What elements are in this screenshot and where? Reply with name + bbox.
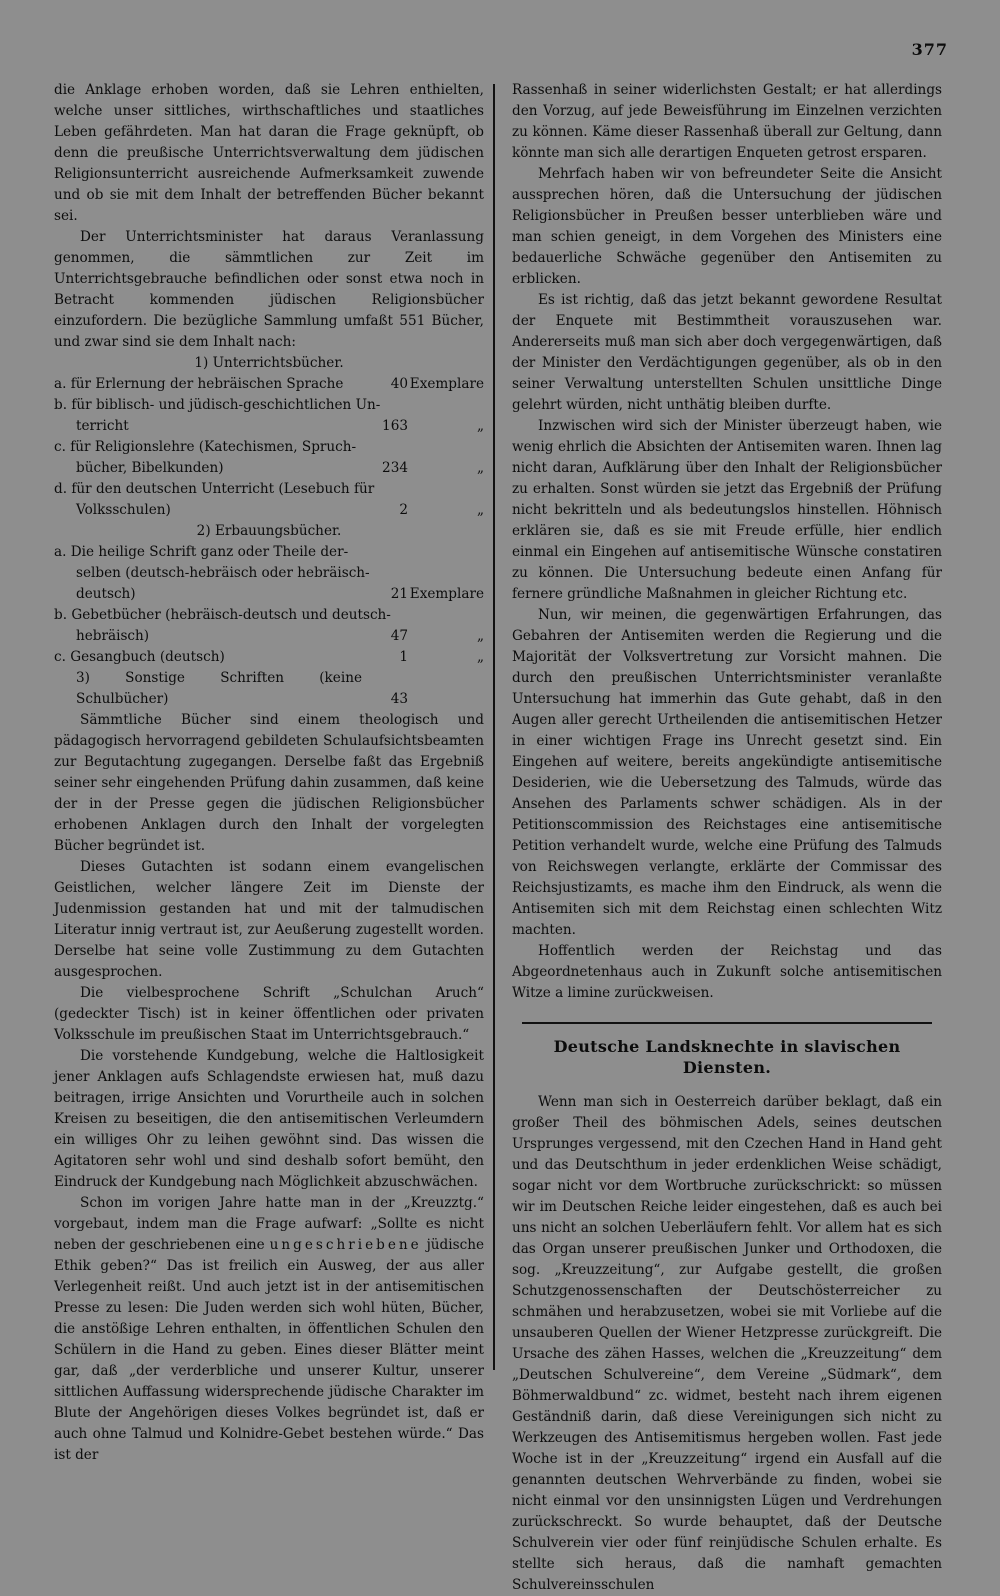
item-quantity: 1 — [399, 649, 408, 665]
list-heading: 2) Erbauungsbücher. — [196, 523, 342, 539]
item-unit: Exemplare — [409, 376, 484, 392]
item-unit: Exemplare — [409, 586, 484, 602]
article-heading: Deutsche Landsknechte in slavischen Diensten. — [553, 1037, 901, 1077]
item-label: deutsch) — [76, 586, 136, 602]
item-quantity: 43 — [390, 691, 408, 707]
paragraph: Die vielbesprochene Schrift „Schulchan Aruch“ (gedeckter Tisch) ist in keiner öffentlichen oder privaten Volksschule im preußischen Staat im Unterrichtsgebrauch.“ — [54, 985, 484, 1043]
paragraph — [54, 1193, 484, 1466]
paragraph: Der Unterrichtsminister hat daraus Veranlassung genommen, die sämmtlichen zur Zeit im Unterrichtsgebrauche befindlichen oder sonst etwa noch in Betracht kommenden jüdischen Religionsbücher einzufordern. Die bezügliche Sammlung umfaßt 551 Bücher, und zwar sind sie dem Inhalt nach: — [54, 229, 484, 350]
item-ditto: „ — [476, 460, 484, 476]
list-item-text: b. für biblisch- und jüdisch-geschichtlichen Un- — [54, 397, 381, 413]
item-ditto: „ — [476, 628, 484, 644]
page-number: 377 — [911, 40, 948, 59]
item-label: Volksschulen) — [76, 502, 171, 518]
paragraph: Nun, wir meinen, die gegenwärtigen Erfahrungen, das Gebahren der Antisemiten werden die Regierung und die Majorität der Volksvertretung zur Vorsicht mahnen. Die durch den preußischen Unterrichtsminister veranlaßte Untersuchung hat immerhin das Gute gehabt, daß in den Augen aller gerecht Urtheilenden die antisemitischen Hetzer in einer wichtigen Frage ins Unrecht gesetzt sind. Ein Eingehen auf weitere, bereits angekündigte antisemitische Desiderien, wie die Uebersetzung des Talmuds, würde das Ansehen des Parlaments schwer schädigen. Als in der Petitionscommission des Reichstages eine antisemitische Petition verhandelt wurde, welche eine Prüfung des Talmuds von Reichswegen verlangte, erklärte der Commissar des Reichsjustizamts, es mache ihm den Eindruck, als wenn die Antisemiten sich mit dem Reichstag einen schlechten Witz machten. — [512, 607, 942, 938]
list-item — [54, 500, 484, 521]
list-item — [54, 668, 484, 710]
item-label: a. für Erlernung der hebräischen Sprache — [54, 376, 344, 392]
list-item — [54, 647, 484, 668]
item-label: bücher, Bibelkunden) — [76, 460, 224, 476]
paragraph: Die vorstehende Kundgebung, welche die Haltlosigkeit jener Anklagen aufs Schlagendste erwiesen hat, muß dazu beitragen, irrige Ansichten und Vorurtheile auch in solchen Kreisen zu beseitigen, die den antisemitischen Verleumdern ein williges Ohr zu leihen gewöhnt sind. Das wissen die Agitatoren sehr wohl und sind deshalb sofort bemüht, den Eindruck der Kundgebung nach Möglichkeit abzuschwächen. — [54, 1048, 484, 1190]
item-ditto: „ — [476, 418, 484, 434]
item-label: 3) Sonstige Schriften (keine Schulbücher) — [76, 670, 362, 707]
paragraph: Rassenhaß in seiner widerlichsten Gestalt; er hat allerdings den Vorzug, auf jede Beweisführung im Einzelnen verzichten zu können. Käme dieser Rassenhaß überall zur Geltung, dann könnte man sich alle derartigen Enqueten getrost ersparen. — [512, 82, 942, 161]
list-item-text: b. Gebetbücher (hebräisch-deutsch und deutsch- — [54, 607, 391, 623]
section-divider — [522, 1022, 932, 1024]
paragraph: Hoffentlich werden der Reichstag und das Abgeordnetenhaus auch in Zukunft solche antisemitischen Witze a limine zurückweisen. — [512, 943, 942, 1001]
item-ditto: „ — [476, 502, 484, 518]
list-item — [54, 584, 484, 605]
paragraph-part: jüdische Ethik geben?“ Das ist freilich ein Ausweg, der aus aller Verlegenheit reißt. Und auch jetzt ist in der antisemitischen Presse zu lesen: Die Juden werden sich wohl hüten, Bücher, die anstößige Lehren enthalten, in öffentlichen Schulen den Schülern in die Hand zu geben. Eines dieser Blätter meint gar, daß „der verderbliche und unserer Kultur, unserer sittlichen Auffassung widersprechende jüdische Charakter im Blute der Angehörigen dieses Volkes begründet ist, daß er auch ohne Talmud und Kolnidre-Gebet bestehen würde.“ Das ist der — [54, 1237, 484, 1463]
paragraph: Wenn man sich in Oesterreich darüber beklagt, daß ein großer Theil des böhmischen Adels, seines deutschen Ursprunges vergessend, mit den Czechen Hand in Hand geht und das Deutschthum in jeder erdenklichen Weise schädigt, sogar nicht vor dem Wortbruche zurückschrickt: so müssen wir im Deutschen Reiche leider eingestehen, daß es auch bei uns nicht an solchen Ueberläufern fehlt. Vor allem hat es sich das Organ unserer preußischen Junker und Orthodoxen, die sog. „Kreuzzeitung“, zur Aufgabe gestellt, die großen Schutzgenossenschaften der Deutschösterreicher zu schmähen und herabzusetzen, wobei sie mit Vorliebe auf die unsauberen Quellen der Wiener Hetzpresse zurückgreift. Die Ursache des zähen Hasses, welchen die „Kreuzzeitung“ dem „Deutschen Schulvereine“, dem Vereine „Südmark“, dem Böhmerwaldbund“ zc. widmet, besteht nach ihrem eigenen Geständniß darin, daß diese Vereinigungen sich nicht zu Werkzeugen des Antisemitismus hergeben wollen. Fast jede Woche ist in der „Kreuzzeitung“ irgend ein Ausfall auf die genannten deutschen Wehrverbände zu finden, wobei sie nicht einmal vor den unsinnigsten Lügen und Verdrehungen zurückschreckt. So wurde behauptet, daß der Deutsche Schulverein vier oder fünf reinjüdische Schulen erhalte. Es stellte sich heraus, daß die namhaft gemachten Schulvereinsschulen — [512, 1094, 942, 1593]
item-quantity: 163 — [382, 418, 408, 434]
item-label: hebräisch) — [76, 628, 150, 644]
list-item-text: a. Die heilige Schrift ganz oder Theile der- — [54, 544, 349, 560]
paragraph-part: Schon im vorigen Jahre hatte man in der „Kreuzztg.“ vorgebaut, indem man die Frage aufwarf: „Sollte es nicht neben der geschriebenen eine — [54, 1195, 484, 1253]
item-quantity: 47 — [390, 628, 408, 644]
list-item — [54, 374, 484, 395]
list-item-text: selben (deutsch-hebräisch oder hebräisch- — [76, 565, 370, 581]
paragraph: Inzwischen wird sich der Minister überzeugt haben, wie wenig ehrlich die Absichten der Antisemiten waren. Ihnen lag nicht daran, Aufklärung über den Inhalt der Religionsbücher zu erhalten. Sonst würden sie jetzt das Ergebniß der Prüfung nicht bekritteln und als bedeutungslos hinstellen. Höhnisch erklären sie, daß es sie mit Freude erfülle, hier endlich einmal ein Eingehen auf antisemitische Wünsche constatiren zu können. Die Untersuchung bedeute einen Anfang für fernere gründliche Maßnahmen in gleicher Richtung etc. — [512, 418, 942, 602]
list-item — [54, 416, 484, 437]
paragraph: Es ist richtig, daß das jetzt bekannt gewordene Resultat der Enquete mit Bestimmtheit vorauszusehen war. Andererseits muß man sich aber doch vergegenwärtigen, daß der Minister den Verdächtigungen gegenüber, als ob in den seiner Verwaltung unterstellten Schulen unsittliche Dinge gelehrt würden, nicht unthätig bleiben durfte. — [512, 292, 942, 413]
paragraph: Mehrfach haben wir von befreundeter Seite die Ansicht aussprechen hören, daß die Untersuchung der jüdischen Religionsbücher in Preußen besser unterblieben wäre und man schien geneigt, in dem Vorgehen des Ministers eine bedauerliche Schwäche gegenüber den Antisemiten zu erblicken. — [512, 166, 942, 287]
spaced-emphasis: ungeschriebene — [269, 1237, 422, 1253]
item-quantity: 234 — [382, 460, 408, 476]
list-item-text: d. für den deutschen Unterricht (Lesebuch für — [54, 481, 375, 497]
paragraph: die Anklage erhoben worden, daß sie Lehren enthielten, welche unser sittliches, wirthschaftliches und staatliches Leben gefährdeten. Man hat daran die Frage geknüpft, ob denn die preußische Unterrichtsverwaltung dem jüdischen Religionsunterricht ausreichende Aufmerksamkeit zuwende und ob sie mit dem Inhalt der betreffenden Bücher bekannt sei. — [54, 82, 484, 224]
list-item — [54, 458, 484, 479]
item-label: c. Gesangbuch (deutsch) — [54, 649, 225, 665]
item-quantity: 2 — [399, 502, 408, 518]
paragraph: Dieses Gutachten ist sodann einem evangelischen Geistlichen, welcher längere Zeit im Dienste der Judenmission gestanden hat und mit der talmudischen Literatur innig vertraut ist, zur Aeußerung zugestellt worden. Derselbe hat seine volle Zustimmung zu dem Gutachten ausgesprochen. — [54, 859, 484, 980]
column-rule — [493, 84, 495, 1370]
list-heading: 1) Unterrichtsbücher. — [194, 355, 344, 371]
paragraph: Sämmtliche Bücher sind einem theologisch und pädagogisch hervorragend gebildeten Schulaufsichtsbeamten zur Begutachtung zugegangen. Derselbe faßt das Ergebniß seiner sehr eingehenden Prüfung dahin zusammen, daß keine der in der Presse gegen die jüdischen Religionsbücher erhobenen Anklagen durch den Inhalt der vorgelegten Bücher begründet ist. — [54, 712, 484, 854]
left-column — [54, 80, 484, 1466]
item-label: terricht — [76, 418, 129, 434]
item-ditto: „ — [476, 649, 484, 665]
right-column — [512, 80, 942, 1596]
list-item-text: c. für Religionslehre (Katechismen, Spruch- — [54, 439, 357, 455]
item-quantity: 21 — [390, 586, 408, 602]
item-quantity: 40 — [390, 376, 408, 392]
list-item — [54, 626, 484, 647]
